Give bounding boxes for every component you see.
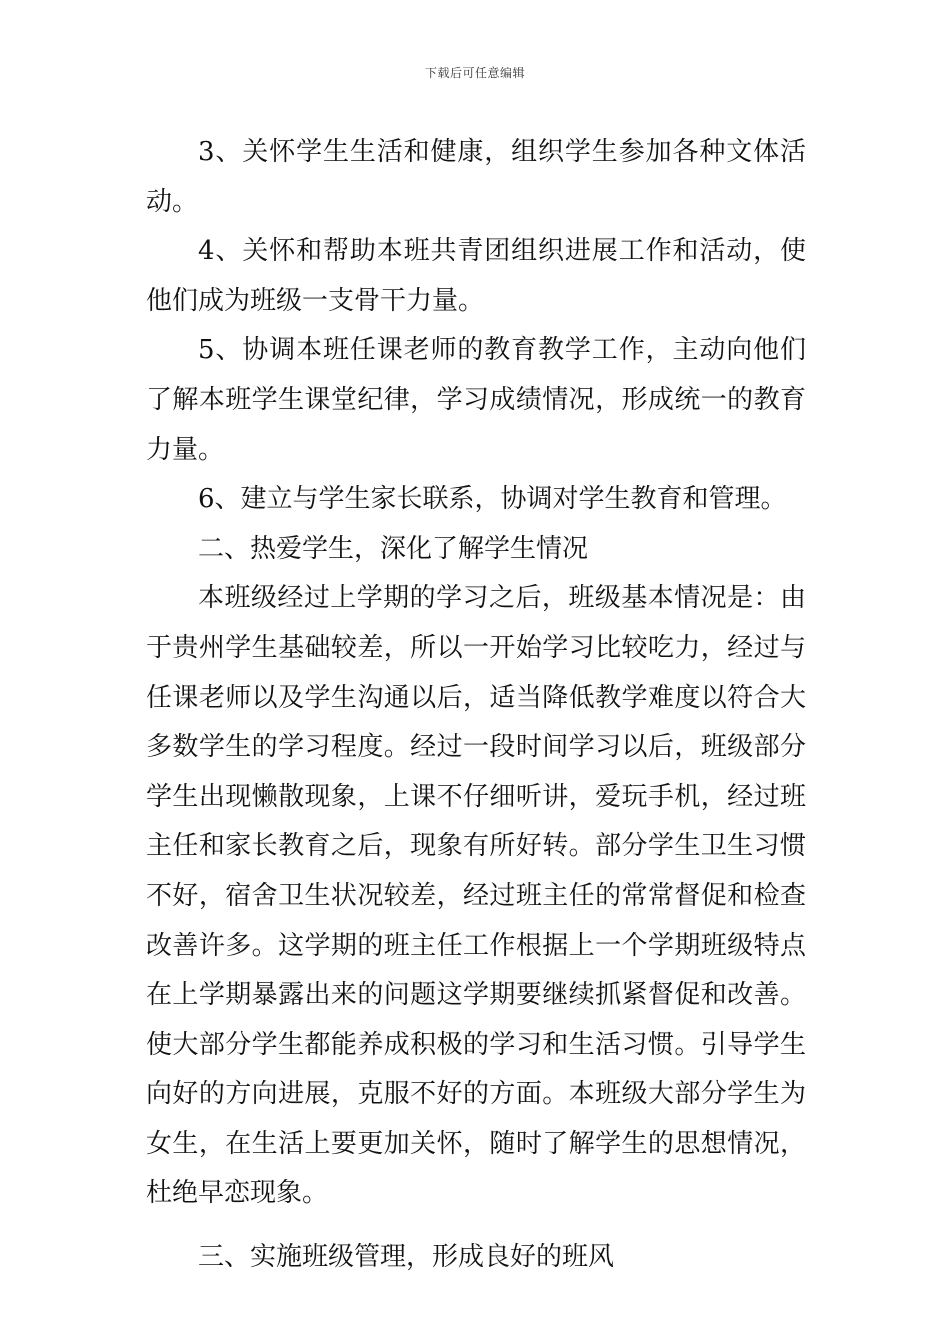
document-body xyxy=(146,128,806,1283)
section-heading-3: 三、实施班级管理，形成良好的班风 xyxy=(198,1242,615,1273)
body-paragraph: 本班级经过上学期的学习之后，班级基本情况是：由于贵州学生基础较差，所以一开始学习比较吃力，经过与任课老师以及学生沟通以后，适当降低教学难度以符合大多数学生的学习程度。经过一段时间学习以后，班级部分学生出现懒散现象，上课不仔细听讲，爱玩手机，经过班主任和家长教育之后，现象有所好转。部分学生卫生习惯不好，宿舍卫生状况较差，经过班主任的常常督促和检查改善许多。这学期的班主任工作根据上一个学期班级特点在上学期暴露出来的问题这学期要继续抓紧督促和改善。使大部分学生都能养成积极的学习和生活习惯。引导学生向好的方向进展，克服不好的方面。本班级大部分学生为女生，在生活上要更加关怀，随时了解学生的思想情况，杜绝早恋现象。 xyxy=(146,583,806,1209)
list-item-3: 3、关怀学生生活和健康，组织学生参加各种文体活动。 xyxy=(146,137,806,217)
page-header: 下载后可任意编辑 xyxy=(424,66,525,80)
list-item-4: 4、关怀和帮助本班共青团组织进展工作和活动，使他们成为班级一支骨干力量。 xyxy=(146,236,806,316)
section-spacer xyxy=(146,1219,806,1233)
list-item-5: 5、协调本班任课老师的教育教学工作，主动向他们了解本班学生课堂纪律，学习成绩情况，形成统一的教育力量。 xyxy=(146,335,806,465)
list-item-6: 6、建立与学生家长联系，协调对学生教育和管理。 xyxy=(198,484,787,515)
section-heading-2: 二、热爱学生，深化了解学生情况 xyxy=(198,533,589,564)
